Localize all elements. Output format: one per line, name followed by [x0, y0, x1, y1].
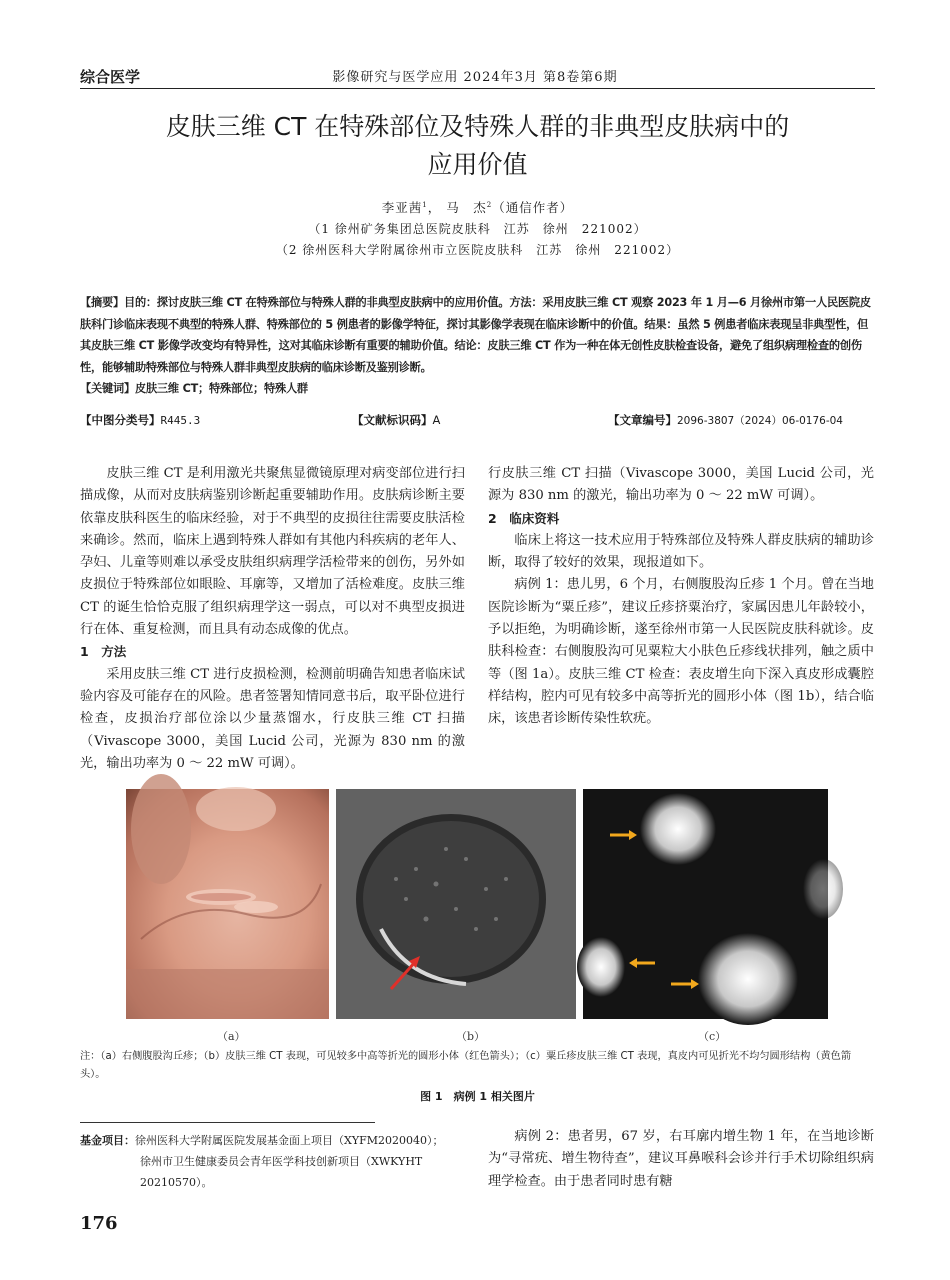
author-2: 马 杰	[446, 200, 487, 215]
figure-1c-ct-image	[583, 789, 828, 1019]
figure-caption: 图 1 病例 1 相关图片	[420, 1090, 535, 1103]
methods-paragraph: 采用皮肤三维 CT 进行皮损检测，检测前明确告知患者临床试验内容及可能存在的风险。患者签署知情同意书后，取平卧位进行检查，皮损治疗部位涂以少量蒸馏水，行皮肤三维 CT 扫描（Vivascope 3000，美国 Lucid 公司，光源为 830 nm 的激光，输出功率为 0 ～ 22 mW 可调）。	[80, 666, 465, 771]
corresponding-note: （通信作者）	[492, 200, 574, 215]
funding-line-1: 徐州医科大学附属医院发展基金面上项目（XYFM2020040）；	[135, 1134, 444, 1147]
footnote-rule	[80, 1122, 375, 1123]
figure-label-a: （a）	[217, 1030, 246, 1043]
figure-label-b: （b）	[456, 1030, 486, 1043]
abstract: 【摘要】目的：探讨皮肤三维 CT 在特殊部位与特殊人群的非典型皮肤病中的应用价值。方法：采用皮肤三维 CT 观察 2023 年 1 月—6 月徐州市第一人民医院皮肤科门诊临床表现不典型的特殊人群、特殊部位的 5 例患者的影像学特征，探讨其影像学表现在临床诊断中的价值。结果：虽然 5 例患者临床表现呈非典型性，但其皮肤三维 CT 影像学改变均有特异性，这对其临床诊断有重要的辅助价值。结论：皮肤三维 CT 作为一种在体无创性皮肤检查设备，避免了组织病理检查的创伤性，能够辅助特殊部位与特殊人群非典型皮肤病的临床诊断及鉴别诊断。 【关键词】皮肤三维 CT；特殊部位；特殊人群	[80, 292, 875, 400]
abstract-result: 虽然 5 例患者临床表现呈非典型性，但其皮肤三维 CT 影像学改变均有特异性，这对其临床诊断有重要的辅助价值。	[80, 317, 869, 352]
abstract-label: 【摘要】	[80, 296, 124, 309]
affiliation-2: （2 徐州医科大学附属徐州市立医院皮肤科 江苏 徐州 221002）	[275, 243, 680, 257]
figure-label-c: （c）	[698, 1030, 727, 1043]
journal-header: 影像研究与医学应用 2024年3月 第8卷第6期	[332, 70, 618, 85]
funding-footnote	[80, 1130, 465, 1193]
figure-1b-ct-image	[336, 789, 576, 1019]
case-1-paragraph: 病例 1：患儿男，6 个月，右侧腹股沟丘疹 1 个月。曾在当地医院诊断为“粟丘疹”，建议丘疹挤粟治疗，家属因患儿年龄较小，予以拒绝，为明确诊断，遂至徐州市第一人民医院皮肤科就诊。皮肤科检查：右侧腹股沟可见粟粒大小肤色丘疹线状排列，触之质中等（图 1a）。皮肤三维 CT 检查：表皮增生向下深入真皮形成囊腔样结构，腔内可见有较多中高等折光的圆形小体（图 1b），结合临床，该患者诊断传染性软疣。	[488, 577, 874, 727]
clinical-paragraph: 临床上将这一技术应用于特殊部位及特殊人群皮肤病的辅助诊断，取得了较好的效果，现报道如下。	[488, 532, 874, 571]
abstract-objective: 探讨皮肤三维 CT 在特殊部位与特殊人群的非典型皮肤病中的应用价值。	[156, 296, 510, 309]
affiliation-1: （1 徐州矿务集团总医院皮肤科 江苏 徐州 221002）	[308, 222, 647, 236]
title-line-2: 应用价值	[427, 150, 528, 179]
article-title	[80, 108, 875, 184]
article-number: 【文章编号】2096-3807（2024）06-0176-04	[608, 413, 843, 427]
section-label: 综合医学	[80, 68, 141, 86]
funding-line-3: 20210570）。	[140, 1176, 213, 1189]
clc-number: 【中图分类号】R445.3	[80, 413, 201, 427]
author-1: 李亚茜	[381, 200, 423, 215]
section-heading-methods: 1 方法	[80, 644, 127, 660]
title-line-1: 皮肤三维 CT 在特殊部位及特殊人群的非典型皮肤病中的	[165, 112, 790, 141]
methods-continued: 行皮肤三维 CT 扫描（Vivascope 3000，美国 Lucid 公司，光源为 830 nm 的激光，输出功率为 0 ～ 22 mW 可调）。	[488, 466, 874, 504]
funding-label: 基金项目：	[80, 1134, 135, 1147]
keywords: 【关键词】皮肤三维 CT；特殊部位；特殊人群	[80, 382, 308, 395]
case-2-column	[488, 1126, 874, 1193]
doc-code: 【文献标识码】A	[352, 413, 441, 427]
section-heading-clinical: 2 临床资料	[488, 510, 560, 526]
figure-1a-photo	[126, 789, 329, 1019]
case-2-paragraph: 病例 2：患者男，67 岁，右耳廓内增生物 1 年，在当地诊断为“寻常疣、增生物待查”，建议耳鼻喉科会诊并行手术切除组织病理学检查。由于患者同时患有糖	[488, 1129, 874, 1189]
authors: 李亚茜$^1$， 马 杰$^2$（通信作者）	[381, 200, 574, 215]
funding-line-2: 徐州市卫生健康委员会青年医学科技创新项目（XWKYHT	[140, 1155, 423, 1168]
abstract-method: 采用皮肤三维 CT 观察 2023 年 1 月—6 月徐州市第一人民医院皮肤科门诊临床表现不典型的特殊人群、特殊部位的 5 例患者的影像学特征，探讨其影像学表现在临床诊断中的价值。	[80, 296, 871, 331]
intro-paragraph: 皮肤三维 CT 是利用激光共聚焦显微镜原理对病变部位进行扫描成像，从而对皮肤病鉴别诊断起重要辅助作用。皮肤病诊断主要依靠皮肤科医生的临床经验，对于不典型的皮损往往需要皮肤活检来确诊。然而，临床上遇到特殊人群如有其他内科疾病的老年人、孕妇、儿童等则难以承受皮肤组织病理学活检带来的创伤，另外如皮损位于特殊部位如眼睑、耳廓等，又增加了活检难度。皮肤三维 CT 的诞生恰恰克服了组织病理学这一弱点，可以对不典型皮损进行在体、重复检测，而且具有动态成像的优点。	[80, 466, 465, 638]
body-column-right	[488, 463, 874, 731]
body-column-left	[80, 463, 465, 771]
header-rule	[80, 88, 875, 89]
abstract-conclusion: 皮肤三维 CT 作为一种在体无创性皮肤检查设备，避免了组织病理检查的创伤性，能够辅助特殊部位与特殊人群非典型皮肤病的临床诊断及鉴别诊断。	[80, 339, 862, 374]
figure-note: 注：（a）右侧腹股沟丘疹；（b）皮肤三维 CT 表现，可见较多中高等折光的圆形小体（红色箭头）；（c）粟丘疹皮肤三维 CT 表现，真皮内可见折光不均匀圆形结构（黄色箭头）。	[80, 1051, 852, 1080]
page-number: 176	[80, 1213, 118, 1234]
